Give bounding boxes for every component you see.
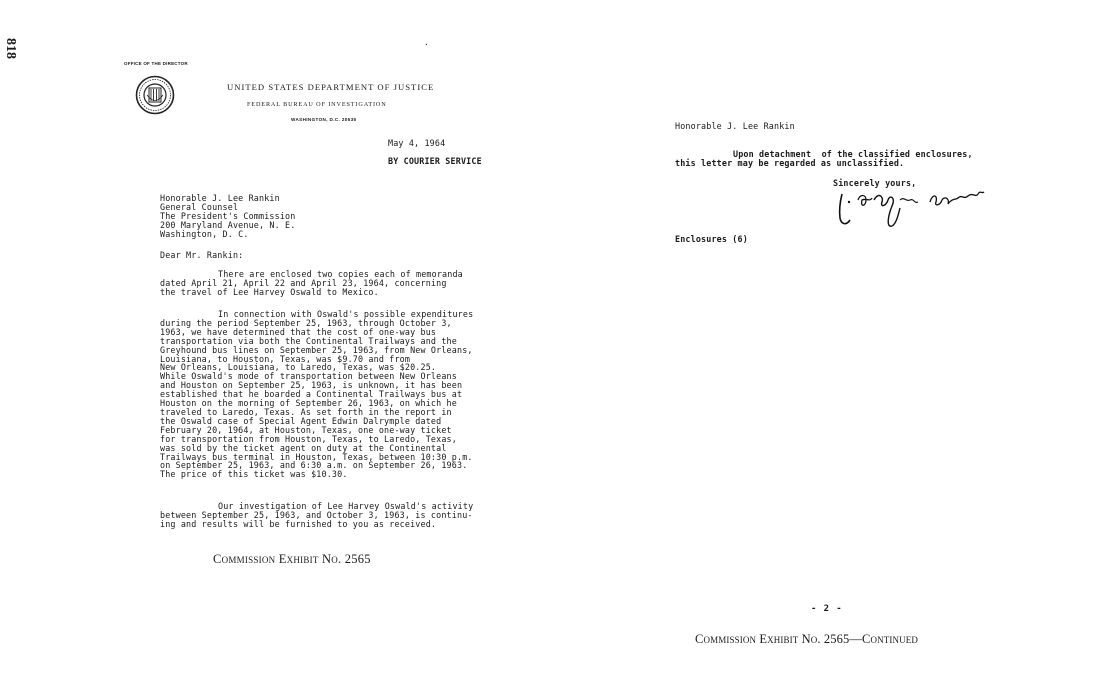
fbi-seal-icon	[135, 75, 175, 115]
text-line: and Houston on September 25, 1963, is unknown, it has been	[160, 380, 463, 391]
delivery-method: BY COURIER SERVICE	[388, 156, 482, 166]
text-line: There are enclosed two copies each of memoranda	[218, 269, 463, 279]
text-line: Louisiana, to Houston, Texas, was $9.70 and from	[160, 353, 411, 364]
text-line: was sold by the ticket agent on duty at the Continental	[160, 442, 447, 453]
page-2-number: - 2 -	[811, 604, 843, 614]
text-line: Greyhound bus lines on September 25, 1963, from New Orleans,	[160, 344, 473, 355]
text-line: In connection with Oswald's possible expenditures	[218, 309, 474, 319]
page2-paragraph	[675, 150, 973, 168]
letter-date: May 4, 1964	[388, 138, 446, 148]
paragraph-2	[160, 310, 473, 479]
page-number: 818	[3, 38, 18, 59]
text-line: between September 25, 1963, and October 3, 1963, is continu-	[160, 509, 473, 520]
address-line: Honorable J. Lee Rankin	[160, 193, 280, 203]
speck: ·	[424, 40, 429, 49]
text-line: traveled to Laredo, Texas. As set forth in the report in	[160, 406, 452, 417]
paragraph-3	[160, 502, 473, 529]
text-line: transportation via both the Continental Trailways and the	[160, 335, 457, 346]
bureau-name: FEDERAL BUREAU OF INVESTIGATION	[247, 101, 387, 108]
text-line: ing and results will be furnished to you as received.	[160, 518, 437, 529]
exhibit-caption-continued: Commission Exhibit No. 2565—Continued	[695, 632, 918, 646]
salutation: Dear Mr. Rankin:	[160, 250, 244, 260]
letterhead-city: WASHINGTON, D.C. 20535	[291, 117, 357, 122]
office-line: OFFICE OF THE DIRECTOR	[124, 61, 188, 66]
enclosures-note: Enclosures (6)	[675, 234, 748, 244]
text-line: for transportation from Houston, Texas, to Laredo, Texas,	[160, 433, 457, 444]
text-line: 1963, we have determined that the cost of one-way bus	[160, 326, 437, 337]
signature	[826, 186, 994, 230]
text-line: New Orleans, Louisiana, to Laredo, Texas, was $20.25.	[160, 362, 437, 373]
text-line: Our investigation of Lee Harvey Oswald's activity	[218, 501, 474, 511]
text-line: established that he boarded a Continental Trailways bus at	[160, 389, 463, 400]
text-line: Trailways bus terminal in Houston, Texas, between 10:30 p.m.	[160, 451, 473, 462]
closing: Sincerely yours,	[833, 178, 917, 188]
text-line: the travel of Lee Harvey Oswald to Mexico.	[160, 286, 379, 297]
address-line: 200 Maryland Avenue, N. E.	[160, 219, 296, 230]
text-line: on September 25, 1963, and 6:30 a.m. on September 26, 1963.	[160, 460, 468, 471]
text-line: Houston on the morning of September 26, 1963, on which he	[160, 398, 457, 409]
text-line: dated April 21, April 22 and April 23, 1964, concerning	[160, 277, 447, 288]
text-line: February 20, 1964, at Houston, Texas, one one-way ticket	[160, 424, 452, 435]
exhibit-caption: Commission Exhibit No. 2565	[213, 552, 371, 566]
text-line: the Oswald case of Special Agent Edwin Dalrymple dated	[160, 415, 442, 426]
recipient-address	[160, 194, 295, 239]
department-name: UNITED STATES DEPARTMENT OF JUSTICE	[227, 82, 435, 92]
address-line: Washington, D. C.	[160, 228, 249, 239]
text-line: Upon detachment of the classified enclosures,	[733, 149, 973, 159]
text-line: While Oswald's mode of transportation between New Orleans	[160, 371, 457, 382]
text-line: The price of this ticket was $10.30.	[160, 469, 348, 480]
text-line: this letter may be regarded as unclassified.	[675, 157, 905, 168]
paragraph-1	[160, 270, 463, 297]
address-line: General Counsel	[160, 201, 239, 212]
address-line: The President's Commission	[160, 210, 296, 221]
page2-addressee: Honorable J. Lee Rankin	[675, 121, 795, 131]
text-line: during the period September 25, 1963, through October 3,	[160, 317, 452, 328]
